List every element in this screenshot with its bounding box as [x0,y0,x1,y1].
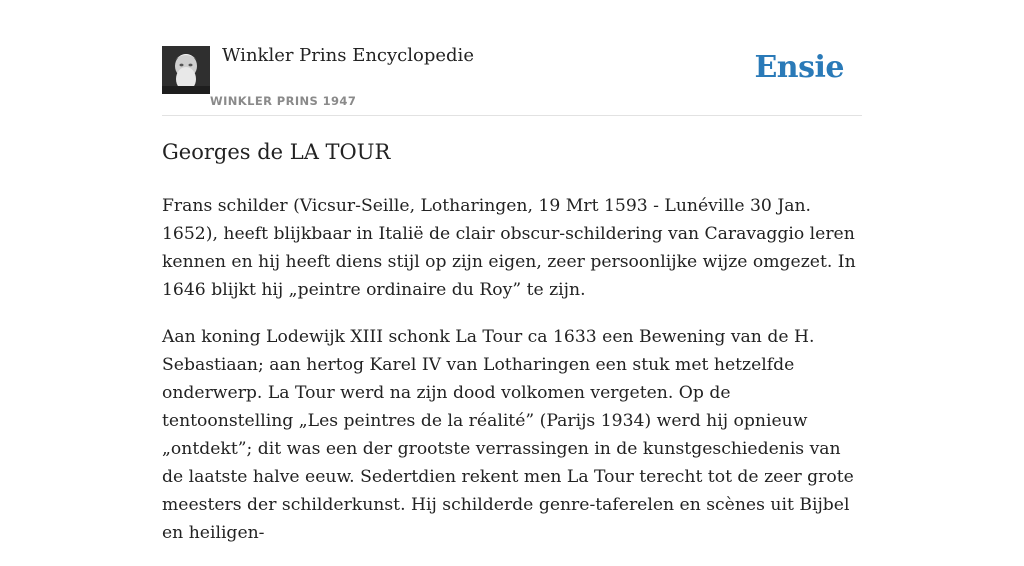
author-avatar[interactable] [162,46,210,94]
portrait-avatar-icon [162,46,210,94]
source-title-link[interactable]: Winkler Prins Encyclopedie [222,45,474,66]
article-title: Georges de LA TOUR [162,140,391,164]
header [162,0,862,116]
article-body [162,192,862,566]
source-subtitle: WINKLER PRINS 1947 [210,94,357,108]
article-paragraph: Aan koning Lodewijk XIII schonk La Tour ca 1633 een Bewening van de H. Sebastiaan; aan hertog Karel IV van Lotharingen een stuk met hetzelfde onderwerp. La Tour werd na zijn dood volkomen vergeten. Op de tentoonstelling „Les peintres de la réalité” (Parijs 1934) werd hij opnieuw „ontdekt”; dit was een der grootste verrassingen in de kunstgeschiedenis van de laatste halve eeuw. Sedertdien rekent men La Tour terecht tot de zeer grote meesters der schilderkunst. Hij schilderde genre-taferelen en scènes uit Bijbel en heiligen- [162,327,854,543]
article-paragraph: Frans schilder (Vicsur-Seille, Lotharingen, 19 Mrt 1593 - Lunéville 30 Jan. 1652), heeft blijkbaar in Italië de clair obscur-schildering van Caravaggio leren kennen en hij heeft diens stijl op zijn eigen, zeer persoonlijke wijze omgezet. In 1646 blijkt hij „peintre ordinaire du Roy” te zijn. [162,196,856,300]
article-container [162,0,862,543]
brand-logo-link[interactable]: Ensie [754,50,844,85]
